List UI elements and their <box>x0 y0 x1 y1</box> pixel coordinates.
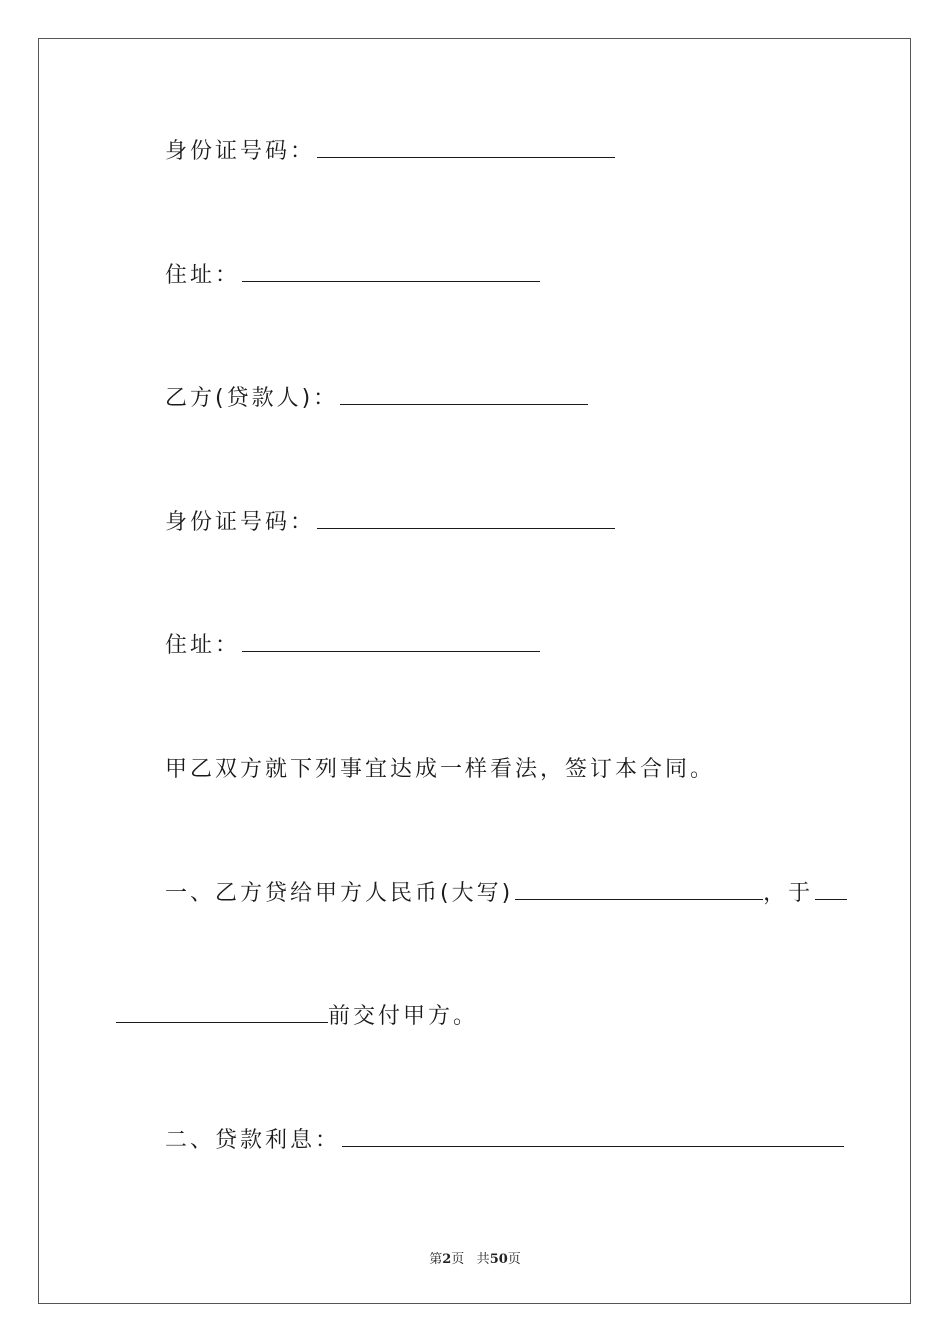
clause-1-connector: ，于 <box>763 881 814 906</box>
address-field-2 <box>165 631 540 661</box>
clause-2-label: 二、贷款利息： <box>165 1128 341 1153</box>
address-label: 住址： <box>165 263 241 288</box>
party-b-label: 乙方(贷款人)： <box>165 386 339 411</box>
loan-amount-blank[interactable] <box>515 879 763 900</box>
due-date-blank-start[interactable] <box>815 879 847 900</box>
due-date-blank[interactable] <box>116 1002 328 1023</box>
page-number: 2 <box>442 1252 452 1267</box>
address-blank[interactable] <box>242 261 540 282</box>
page-suffix: 页 <box>451 1252 465 1267</box>
page-border <box>38 38 911 1304</box>
id-number-label: 身份证号码： <box>165 139 316 164</box>
clause-1-line-2 <box>116 1002 478 1032</box>
party-b-blank[interactable] <box>340 384 588 405</box>
agreement-text: 甲乙双方就下列事宜达成一样看法，签订本合同。 <box>165 757 716 782</box>
address-blank[interactable] <box>242 631 540 652</box>
id-number-field-2 <box>165 508 615 538</box>
party-b-field <box>165 384 588 414</box>
clause-2 <box>165 1126 844 1156</box>
total-prefix: 共 <box>476 1252 490 1267</box>
address-field-1 <box>165 261 540 291</box>
page-footer <box>0 1248 950 1267</box>
clause-1-text: 一、乙方贷给甲方人民币(大写) <box>165 881 514 906</box>
interest-blank[interactable] <box>342 1126 844 1147</box>
page-prefix: 第 <box>429 1252 443 1267</box>
id-number-blank[interactable] <box>317 137 615 158</box>
address-label: 住址： <box>165 633 241 658</box>
clause-1-ending: 前交付甲方。 <box>328 1004 479 1029</box>
id-number-field-1 <box>165 137 615 167</box>
id-number-label: 身份证号码： <box>165 510 316 535</box>
agreement-paragraph <box>165 755 715 785</box>
clause-1-line-1 <box>165 879 847 909</box>
id-number-blank[interactable] <box>317 508 615 529</box>
total-suffix: 页 <box>507 1252 521 1267</box>
total-pages: 50 <box>489 1252 508 1267</box>
